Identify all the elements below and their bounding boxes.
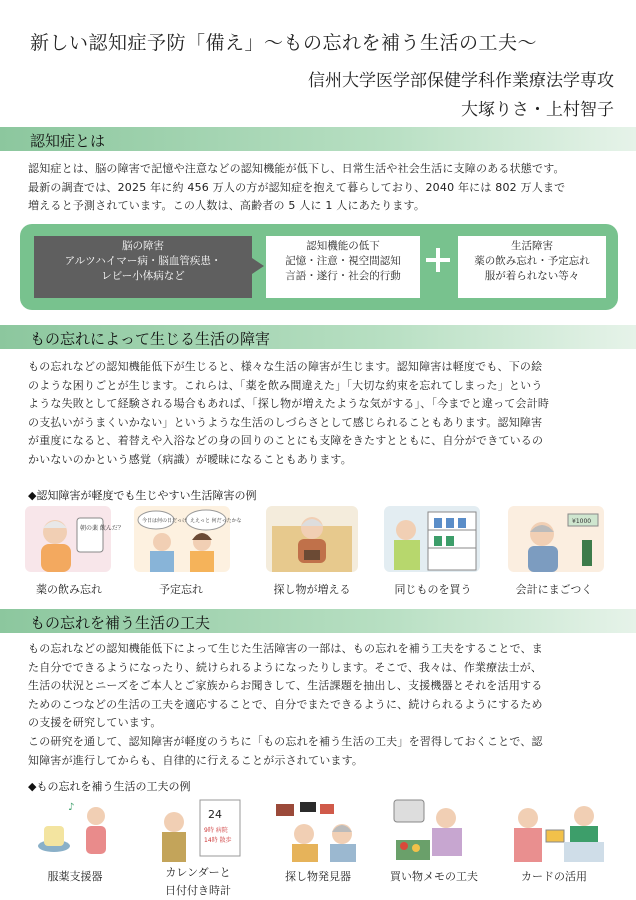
flow-box-title: 脳の障害	[122, 240, 164, 252]
calendar-date: 24	[208, 808, 222, 821]
text-line: の支援を研究しています。	[28, 716, 162, 730]
section-body-life-disability	[28, 358, 616, 470]
flow-box-line: 服が着られない等々	[484, 270, 580, 282]
flow-box-brain-disorder	[34, 236, 252, 298]
example-label: 薬の飲み忘れ	[36, 583, 102, 596]
schedule-forgetting-illustration	[134, 506, 242, 572]
text-line: の支払いがうまくいかない」というような生活のしづらさとして感じられることもあります。認知障害	[28, 415, 543, 429]
text-line: た自分でできるようになったり、続けられるようになったりします。そこで、我々は、作業療法士が、	[28, 660, 543, 674]
example-label: カレンダーと	[165, 866, 231, 879]
authors: 大塚りさ・上村智子	[461, 100, 614, 120]
text-line: かいないのかという感覚（病識）が曖昧になることもあります。	[28, 452, 352, 466]
flow-box-line: レビー小体病など	[101, 270, 185, 282]
affiliation: 信州大学医学部保健学科作業療法学専攻	[308, 71, 614, 91]
example-title: ◆認知障害が軽度でも生じやすい生活障害の例	[28, 489, 257, 502]
text-line: のような困りごとが生じます。これらは、「薬を飲み間違えた」「大切な約束を忘れてしまった」という	[28, 378, 543, 392]
text-line: 知障害が進行してからも、自律的に行えることが示されています。	[28, 753, 364, 767]
text-line: 増えると予測されています。この人数は、高齢者の 5 人に 1 人にあたります。	[28, 199, 426, 213]
item-finder-illustration	[270, 796, 366, 862]
card-use-illustration	[504, 796, 604, 862]
text-line: が重度になると、着替えや入浴などの身の回りのことにも支障をきたすとともに、自分ができているの	[28, 434, 544, 448]
page-title: 新しい認知症予防「備え」〜もの忘れを補う生活の工夫〜	[30, 32, 538, 54]
section-header-life-disability	[0, 325, 636, 349]
flow-box-line: 記憶・注意・視空間認知	[285, 255, 401, 267]
text-line: ような失敗として経験される場合もあれば、「探し物が増えたような気がする」、「今までと違って会計時	[28, 397, 550, 411]
text-line: 認知症とは、脳の障害で記憶や注意などの認知機能が低下し、日常生活や社会生活に支障のある状態です。	[28, 162, 565, 175]
calendar-entry: 9時 病院	[204, 827, 228, 834]
text-line: この研究を通して、認知障害が軽度のうちに「もの忘れを補う生活の工夫」を習得しておくことで、認	[28, 734, 543, 748]
text-line: もの忘れなどの認知機能低下が生じると、様々な生活の障害が生じます。認知障害は軽度でも、下の絵	[28, 360, 543, 373]
calendar-clock-illustration	[152, 796, 244, 862]
speech-text: 今日は何の日だっけ	[142, 518, 188, 524]
medication-aid-illustration	[30, 796, 120, 858]
example-label: 同じものを買う	[394, 583, 472, 596]
example-title: ◆もの忘れを補う生活の工夫の例	[28, 780, 191, 793]
payment-confusion-illustration	[508, 506, 604, 572]
example-label: 日付付き時計	[165, 884, 231, 897]
searching-illustration	[266, 506, 358, 572]
calendar-entry: 14時 散歩	[204, 837, 232, 844]
duplicate-buying-illustration	[384, 506, 480, 572]
flow-box-line: 薬の飲み忘れ・予定忘れ	[474, 255, 590, 267]
example-label: 探し物が増える	[273, 583, 351, 596]
section-title: もの忘れによって生じる生活の障害	[30, 330, 271, 348]
shopping-memo-illustration	[388, 796, 480, 862]
section-header-coping	[0, 609, 636, 633]
note-text: 朝の薬 飲んだ？	[80, 525, 124, 532]
text-line: もの忘れなどの認知機能低下によって生じた生活障害の一部は、もの忘れを補う工夫をすることで、ま	[28, 642, 543, 655]
text-line: ためのこつなどの生活の工夫を適応することで、自分でまたできるように、続けられるようにするため	[28, 697, 543, 711]
flow-box-line: アルツハイマー病・脳血管疾患・	[64, 255, 222, 267]
money-text: ¥1000	[572, 518, 592, 525]
example-label: 服薬支援器	[47, 870, 103, 883]
flow-box-life-disability	[458, 236, 606, 298]
section-body-dementia	[28, 160, 616, 216]
plus-icon	[426, 248, 450, 272]
section-title: もの忘れを補う生活の工夫	[30, 614, 211, 632]
arrow-icon	[252, 258, 264, 274]
flow-box-line: 言語・遂行・社会的行動	[285, 270, 401, 282]
example-label: カードの活用	[521, 870, 587, 883]
text-line: 最新の調査では、2025 年に約 456 万人の方が認知症を抱えて暮らしており、2040 年には 802 万人まで	[28, 180, 566, 194]
example-label: 探し物発見器	[285, 870, 351, 883]
flow-box-title: 認知機能の低下	[306, 240, 380, 252]
example-label-calendar	[143, 864, 253, 900]
section-body-coping	[28, 640, 616, 770]
svg-text:♪: ♪	[68, 802, 75, 813]
example-label: 会計にまごつく	[515, 583, 593, 596]
flow-box-cognitive-decline	[266, 236, 420, 298]
section-title: 認知症とは	[30, 132, 106, 150]
section-header-dementia	[0, 127, 636, 151]
text-line: 生活の状況とニーズをご本人とご家族からお聞きして、生活課題を抽出し、支援機器とそれを活用する	[28, 679, 543, 693]
medicine-forgetting-illustration	[25, 506, 124, 572]
example-label: 買い物メモの工夫	[390, 870, 478, 883]
flow-box-title: 生活障害	[511, 240, 553, 252]
example-label: 予定忘れ	[159, 583, 203, 596]
speech-text: ええっと 何だったかな	[190, 518, 242, 524]
